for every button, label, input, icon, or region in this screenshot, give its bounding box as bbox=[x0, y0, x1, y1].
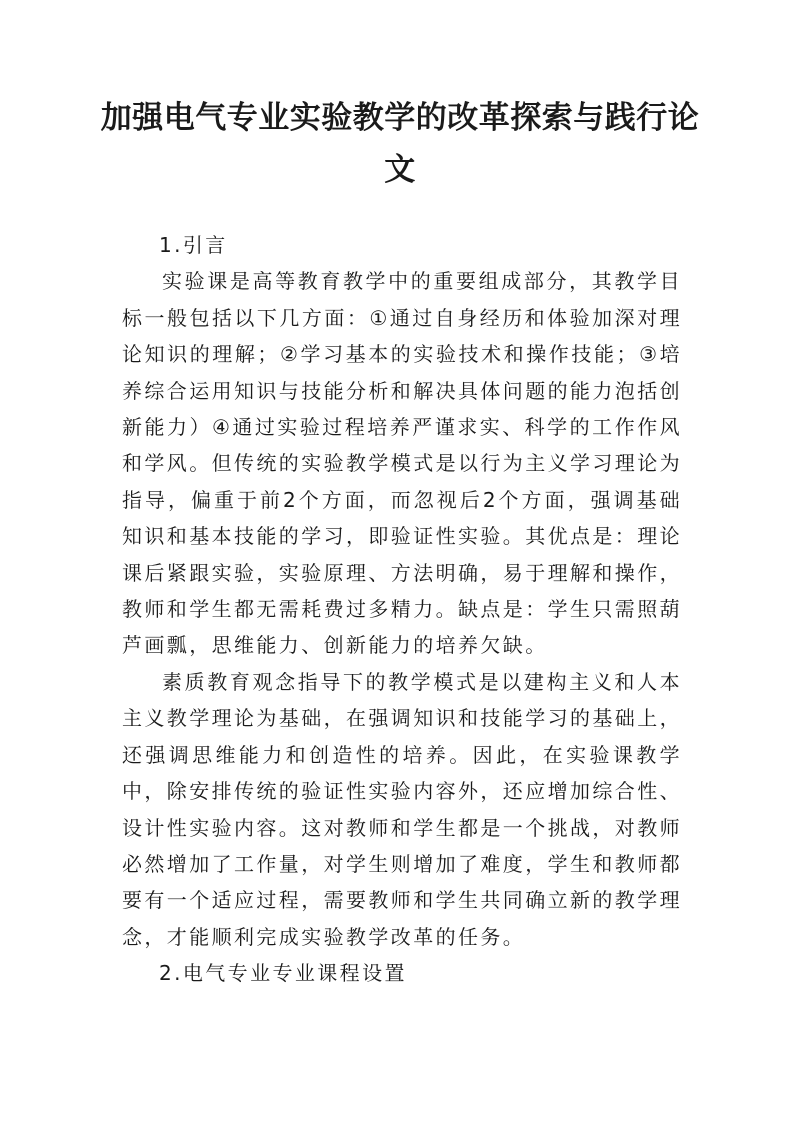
section-heading-introduction: 1.引言 bbox=[159, 233, 228, 257]
body-paragraph: 实验课是高等教育教学中的重要组成部分，其教学目标一般包括以下几方面：①通过自身经历和体验加深对理论知识的理解；②学习基本的实验技术和操作技能；③培养综合运用知识与技能分析和解决具体问题的能力泡括创新能力）④通过实验过程培养严谨求实、科学的工作作风和学风。但传统的实验教学模式是以行为主义学习理论为指导，偏重于前2个方面，而忽视后2个方面，强调基础知识和基本技能的学习，即验证性实验。其优点是：理论课后紧跟实验，实验原理、方法明确，易于理解和操作，教师和学生都无需耗费过多精力。缺点是：学生只需照葫芦画瓢，思维能力、创新能力的培养欠缺。 bbox=[122, 269, 682, 658]
document-title: 加强电气专业实验教学的改革探索与践行论文 bbox=[100, 100, 700, 188]
section-heading-curriculum: 2.电气专业专业课程设置 bbox=[159, 961, 407, 986]
document-body bbox=[122, 227, 682, 992]
body-paragraph: 素质教育观念指导下的教学模式是以建构主义和人本主义教学理论为基础，在强调知识和技能学习的基础上，还强调思维能力和创造性的培养。因此，在实验课教学中，除安排传统的验证性实验内容外，还应增加综合性、设计性实验内容。这对教师和学生都是一个挑战，对教师必然增加了工作量，对学生则增加了难度，学生和教师都要有一个适应过程，需要教师和学生共同确立新的教学理念，才能顺利完成实验教学改革的任务。 bbox=[122, 669, 682, 949]
